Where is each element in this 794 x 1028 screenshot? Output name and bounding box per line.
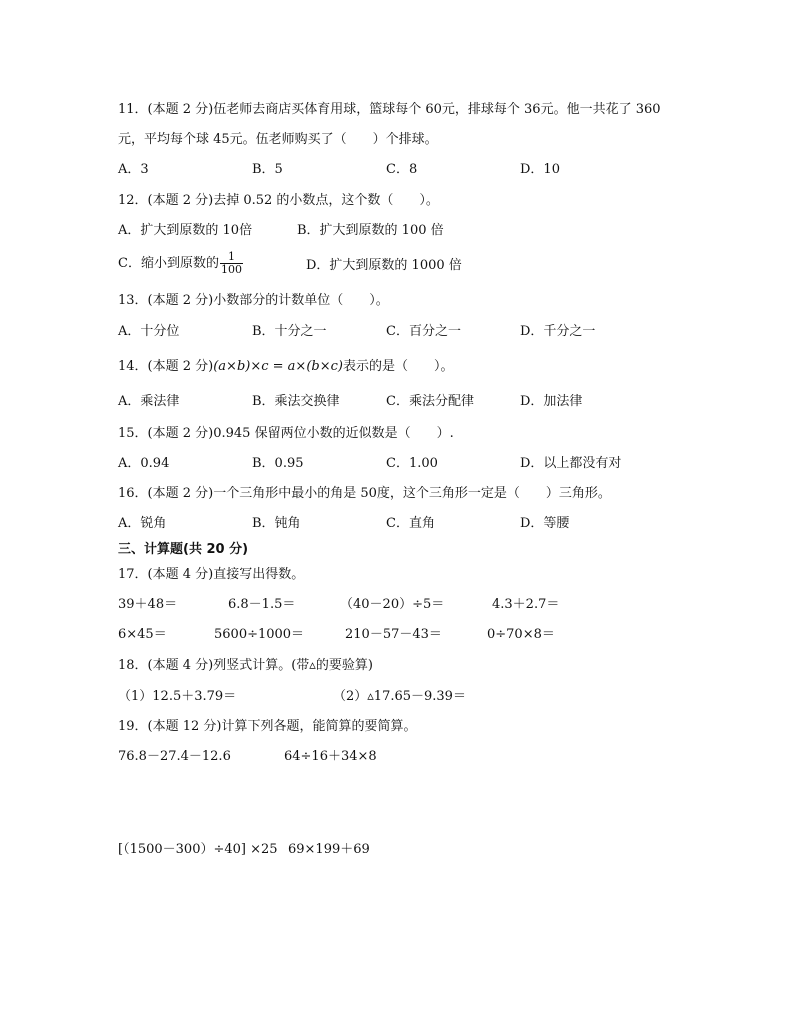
q12-option-c — [118, 249, 243, 279]
q18-item-2: （2）▵17.65－9.39＝ — [333, 689, 466, 704]
q17-item-7: 210－57－43＝ — [345, 627, 442, 642]
q12-option-d: D．扩大到原数的 1000 倍 — [306, 258, 462, 273]
q16-option-b: B．钝角 — [252, 516, 301, 531]
q17-item-6: 5600÷1000＝ — [214, 627, 305, 642]
q12-option-b: B．扩大到原数的 100 倍 — [297, 223, 444, 238]
q15-option-b: B．0.95 — [252, 456, 304, 471]
q19-stem: 19．(本题 12 分)计算下列各题，能简算的要简算。 — [118, 719, 417, 734]
q18-stem: 18．(本题 4 分)列竖式计算。(带▵的要验算) — [118, 658, 373, 673]
q16-option-a: A．锐角 — [118, 516, 167, 531]
q11-stem-line2: 元，平均每个球 45元。伍老师购买了（ ）个排球。 — [118, 132, 438, 147]
q13-option-d: D．千分之一 — [520, 324, 596, 339]
fraction-denominator: 100 — [220, 263, 242, 276]
q13-stem: 13．(本题 2 分)小数部分的计数单位（ ）。 — [118, 293, 389, 308]
q17-item-8: 0÷70×8＝ — [487, 627, 555, 642]
q15-option-d: D．以上都没有对 — [520, 456, 622, 471]
q14-stem — [118, 358, 453, 376]
q11-option-d: D．10 — [520, 162, 560, 177]
q15-option-a: A．0.94 — [118, 456, 170, 471]
q17-item-2: 6.8－1.5＝ — [228, 597, 296, 612]
q17-stem: 17．(本题 4 分)直接写出得数。 — [118, 567, 305, 582]
q16-stem: 16．(本题 2 分)一个三角形中最小的角是 50度，这个三角形一定是（ ）三角形。 — [118, 486, 611, 501]
q14-option-b: B．乘法交换律 — [252, 394, 340, 409]
section-heading-calculation: 三、计算题(共 20 分) — [118, 542, 249, 557]
q15-stem: 15．(本题 2 分)0.945 保留两位小数的近似数是（ ）. — [118, 426, 454, 441]
fraction-one-hundredth — [220, 251, 243, 276]
q19-item-2: 64÷16＋34×8 — [284, 749, 377, 764]
q13-option-c: C．百分之一 — [386, 324, 461, 339]
q19-item-1: 76.8－27.4－12.6 — [118, 749, 231, 764]
q14-formula: (a×b)×c = a×(b×c) — [213, 359, 343, 374]
q17-item-3: （40－20）÷5＝ — [340, 597, 445, 612]
q12-option-c-label: C．缩小到原数的 — [118, 256, 219, 271]
q12-stem: 12．(本题 2 分)去掉 0.52 的小数点，这个数（ ）。 — [118, 193, 439, 208]
q17-item-5: 6×45＝ — [118, 627, 167, 642]
q12-option-a: A．扩大到原数的 10倍 — [118, 223, 253, 238]
q14-stem-suffix: 表示的是（ ）。 — [342, 359, 454, 374]
q18-item-1: （1）12.5＋3.79＝ — [118, 689, 237, 704]
q19-item-4: 69×199＋69 — [288, 842, 370, 857]
q13-option-b: B．十分之一 — [252, 324, 327, 339]
q11-option-b: B．5 — [252, 162, 283, 177]
q14-stem-prefix: 14．(本题 2 分) — [118, 359, 214, 374]
q14-option-d: D．加法律 — [520, 394, 583, 409]
q16-option-c: C．直角 — [386, 516, 435, 531]
q11-stem-line1: 11．(本题 2 分)伍老师去商店买体育用球，篮球每个 60元，排球每个 36元。他一共花了 360 — [118, 102, 661, 117]
fraction-numerator: 1 — [227, 250, 235, 263]
q11-option-c: C．8 — [386, 162, 418, 177]
q14-option-a: A．乘法律 — [118, 394, 180, 409]
q16-option-d: D．等腰 — [520, 516, 570, 531]
q15-option-c: C．1.00 — [386, 456, 438, 471]
q17-item-4: 4.3＋2.7＝ — [492, 597, 560, 612]
q19-item-3: [（1500－300）÷40] ×25 — [118, 842, 278, 857]
q11-option-a: A．3 — [118, 162, 149, 177]
q14-option-c: C．乘法分配律 — [386, 394, 474, 409]
q17-item-1: 39＋48＝ — [118, 597, 178, 612]
q13-option-a: A．十分位 — [118, 324, 180, 339]
